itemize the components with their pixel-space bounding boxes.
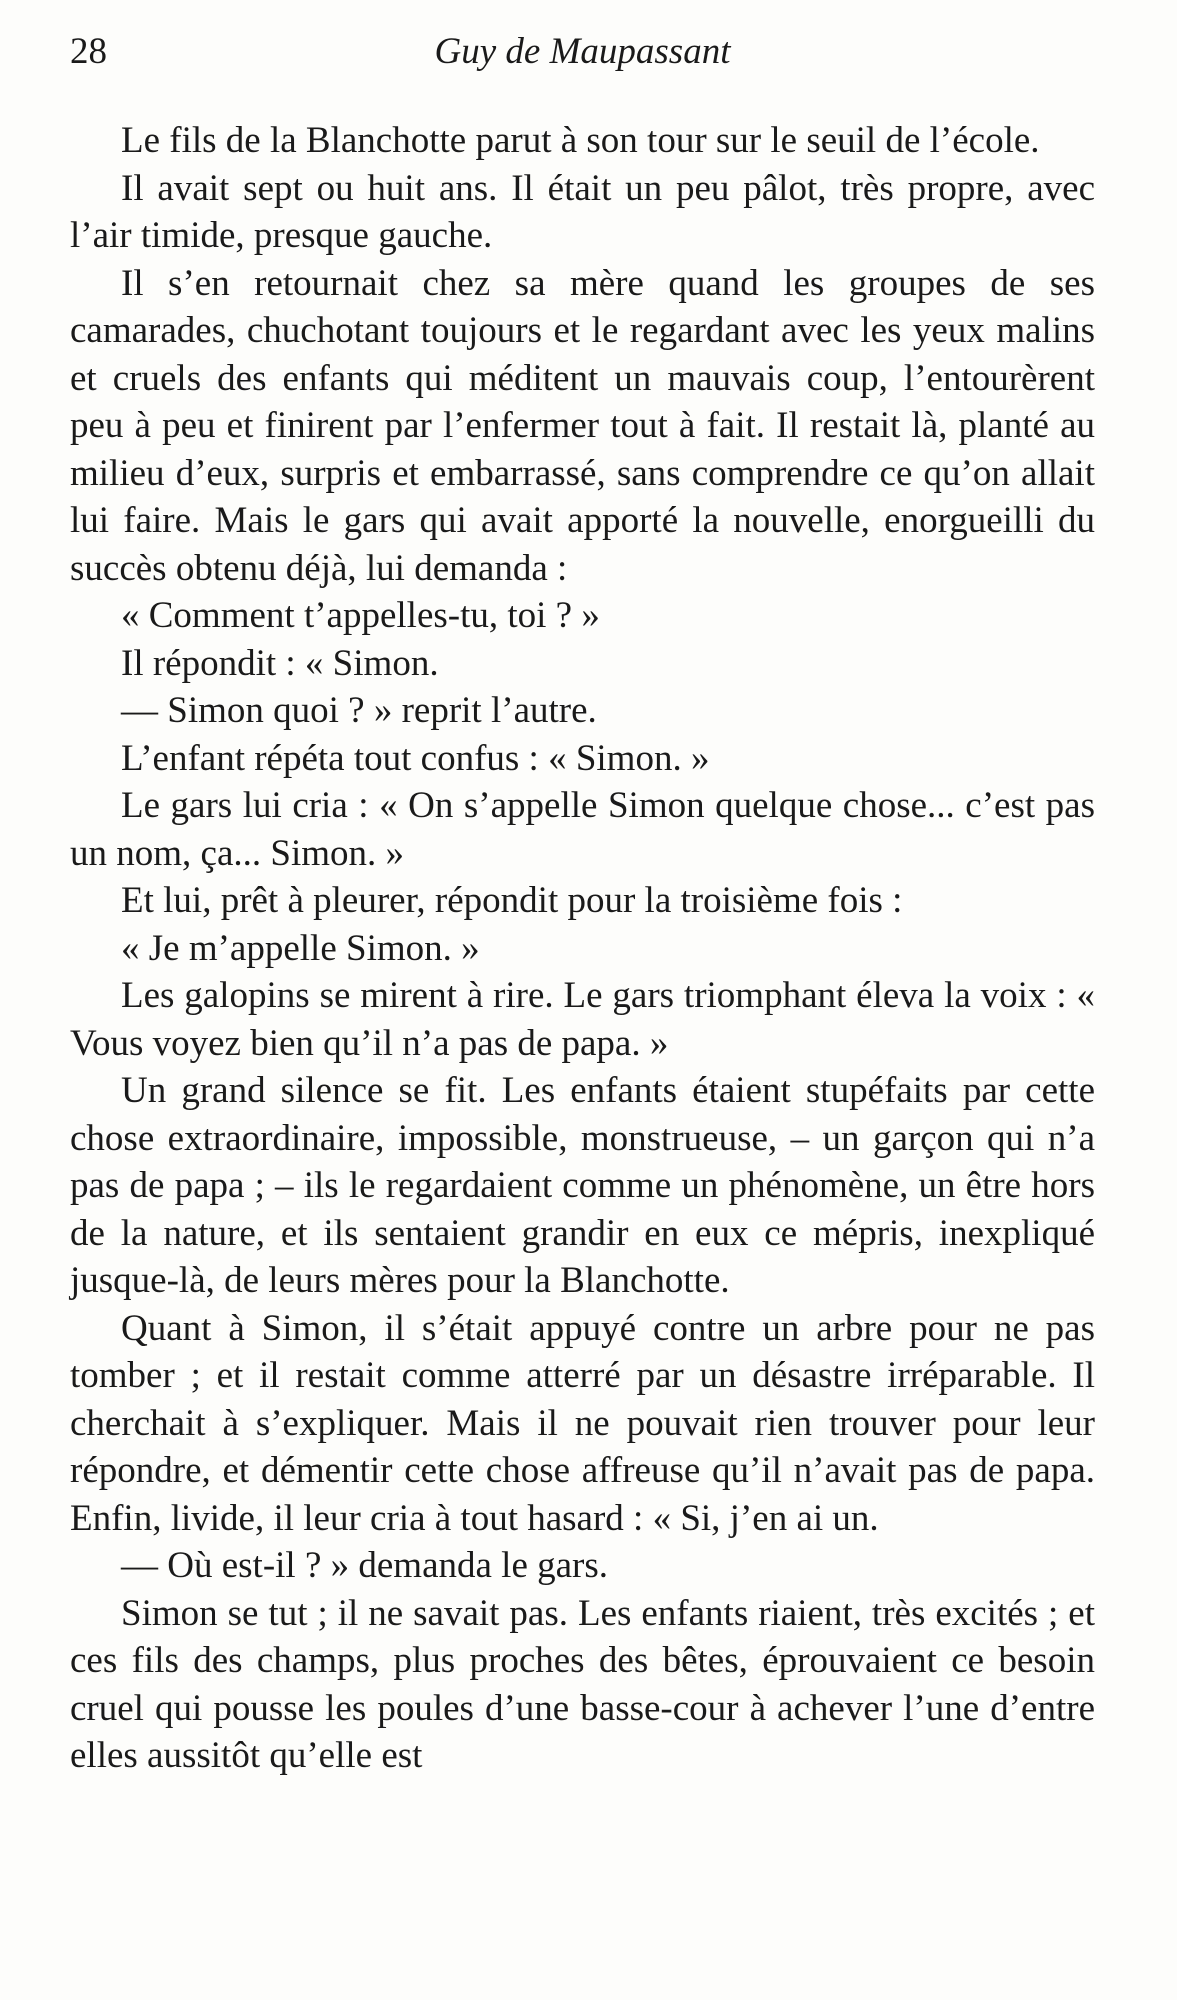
paragraph: Et lui, prêt à pleurer, répondit pour la troisième fois :: [121, 880, 903, 921]
paragraph: Il avait sept ou huit ans. Il était un peu pâlot, très propre, avec l’air timide, presque gauche.: [70, 167, 1095, 256]
running-title: Guy de Maupassant: [434, 31, 731, 72]
paragraph: Il s’en retournait chez sa mère quand les groupes de ses camarades, chuchotant toujours et le regardant avec les yeux malins et cruels des enfants qui méditent un mauvais coup, l’entourèrent peu à peu et finirent par l’enfermer tout à fait. Il restait là, planté au milieu d’eux, surpris et embarrassé, sans comprendre ce qu’on allait lui faire. Mais le gars qui avait apporté la nouvelle, enorgueilli du succès obtenu déjà, lui demanda :: [70, 262, 1095, 589]
page-header: [70, 22, 1095, 82]
paragraph: Le fils de la Blanchotte parut à son tour sur le seuil de l’école.: [121, 120, 1040, 161]
paragraph: Un grand silence se fit. Les enfants étaient stupéfaits par cette chose extraordinaire, impossible, monstrueuse, – un garçon qui n’a pas de papa ; – ils le regardaient comme un phénomène, un être hors de la nature, et ils sentaient grandir en eux ce mépris, inexpliqué jusque-là, de leurs mères pour la Blanchotte.: [70, 1070, 1095, 1301]
paragraph: Le gars lui cria : « On s’appelle Simon quelque chose... c’est pas un nom, ça... Simon. »: [70, 785, 1095, 874]
paragraph: — Simon quoi ? » reprit l’autre.: [121, 690, 597, 731]
paragraph: Il répondit : « Simon.: [121, 642, 439, 684]
body-text: [70, 117, 1095, 1780]
paragraph: Les galopins se mirent à rire. Le gars triomphant éleva la voix : « Vous voyez bien qu’il n’a pas de papa. »: [70, 975, 1095, 1064]
paragraph: — Où est-il ? » demanda le gars.: [121, 1545, 609, 1586]
paragraph: « Je m’appelle Simon. »: [121, 927, 480, 969]
page-number: 28: [70, 31, 107, 72]
paragraph: L’enfant répéta tout confus : « Simon. »: [121, 737, 710, 779]
paragraph: « Comment t’appelles-tu, toi ? »: [121, 595, 600, 636]
paragraph: Quant à Simon, il s’était appuyé contre un arbre pour ne pas tomber ; et il restait comme atterré par un désastre irréparable. Il cherchait à s’expliquer. Mais il ne pouvait rien trouver pour leur répondre, et démentir cette chose affreuse qu’il n’avait pas de papa. Enfin, livide, il leur cria à tout hasard : « Si, j’en ai un.: [70, 1307, 1095, 1539]
paragraph: Simon se tut ; il ne savait pas. Les enfants riaient, très excités ; et ces fils des champs, plus proches des bêtes, éprouvaient ce besoin cruel qui pousse les poules d’une basse-cour à achever l’une d’entre elles aussitôt qu’elle est: [70, 1592, 1095, 1776]
